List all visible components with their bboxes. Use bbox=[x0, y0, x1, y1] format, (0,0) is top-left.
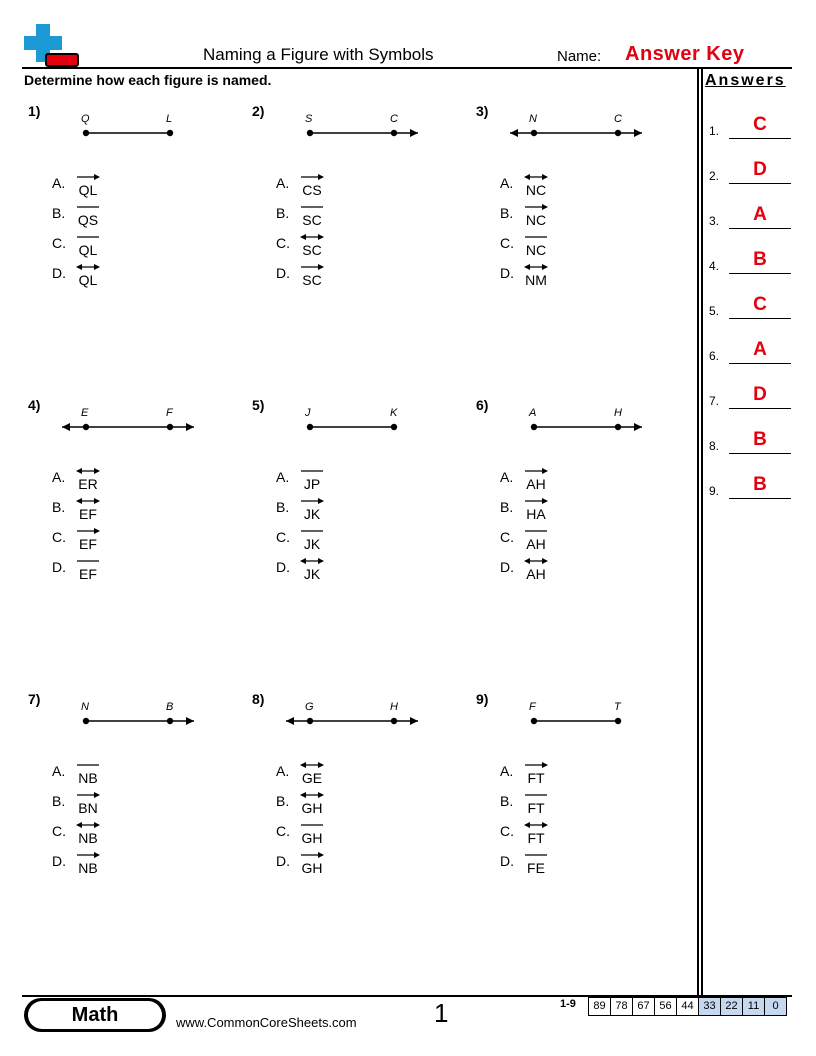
option-symbol[interactable]: BN bbox=[78, 800, 98, 816]
option-symbol[interactable]: NC bbox=[525, 212, 547, 228]
point-label: Q bbox=[81, 113, 90, 125]
figure-line bbox=[280, 706, 430, 736]
option-symbol[interactable]: JP bbox=[303, 476, 321, 492]
option-symbol[interactable]: QS bbox=[77, 212, 99, 228]
answer-value: B bbox=[753, 474, 767, 495]
answer-line bbox=[729, 408, 791, 409]
option-symbol[interactable]: CS bbox=[302, 182, 322, 198]
figure-ray bbox=[56, 706, 206, 736]
answer-line bbox=[729, 138, 791, 139]
score-cell: 44 bbox=[677, 998, 699, 1016]
answer-value: A bbox=[753, 339, 767, 360]
figure-segment bbox=[280, 412, 430, 442]
answer-number: 3. bbox=[709, 214, 720, 228]
answers-title: Answers bbox=[705, 72, 786, 89]
answer-number: 4. bbox=[709, 259, 720, 273]
option-symbol[interactable]: SC bbox=[302, 242, 322, 258]
instructions: Determine how each figure is named. bbox=[24, 72, 272, 88]
logo-plus-minus-icon bbox=[22, 24, 80, 68]
notation-line-icon bbox=[522, 820, 550, 830]
notation-segment-icon bbox=[522, 232, 550, 242]
option-symbol[interactable]: FT bbox=[527, 800, 545, 816]
page-title: Naming a Figure with Symbols bbox=[203, 45, 434, 64]
option-letter: D. bbox=[276, 853, 290, 869]
point-label: A bbox=[529, 407, 537, 419]
math-badge-label: Math bbox=[28, 1001, 162, 1029]
notation-ray-icon bbox=[522, 466, 550, 476]
option-letter: B. bbox=[500, 499, 514, 515]
option-symbol[interactable]: EF bbox=[79, 536, 97, 552]
option-letter: C. bbox=[276, 823, 290, 839]
point-label: T bbox=[614, 701, 621, 713]
notation-line-icon bbox=[298, 790, 326, 800]
option-symbol[interactable]: GH bbox=[301, 800, 323, 816]
answer-line bbox=[729, 273, 791, 274]
option-symbol[interactable]: EF bbox=[79, 506, 97, 522]
notation-line-icon bbox=[522, 556, 550, 566]
notation-ray-icon bbox=[522, 496, 550, 506]
option-symbol[interactable]: GE bbox=[301, 770, 323, 786]
option-symbol[interactable]: NC bbox=[525, 242, 547, 258]
figure-segment bbox=[56, 118, 206, 148]
option-symbol[interactable]: AH bbox=[526, 566, 546, 582]
notation-line-icon bbox=[522, 172, 550, 182]
answer-line bbox=[729, 183, 791, 184]
option-letter: C. bbox=[276, 235, 290, 251]
option-symbol[interactable]: NC bbox=[525, 182, 547, 198]
answer-number: 8. bbox=[709, 439, 720, 453]
notation-segment-icon bbox=[298, 202, 326, 212]
answer-column-divider bbox=[697, 67, 699, 995]
answer-line bbox=[729, 318, 791, 319]
answer-number: 7. bbox=[709, 394, 720, 408]
score-cell: 22 bbox=[721, 998, 743, 1016]
option-letter: D. bbox=[500, 853, 514, 869]
problem-number: 9) bbox=[476, 691, 489, 707]
notation-ray-icon bbox=[74, 790, 102, 800]
point-label: K bbox=[390, 407, 398, 419]
option-symbol[interactable]: JK bbox=[303, 536, 321, 552]
notation-ray-icon bbox=[298, 172, 326, 182]
option-letter: A. bbox=[500, 469, 514, 485]
answer-value: C bbox=[753, 114, 767, 135]
option-symbol[interactable]: QL bbox=[78, 272, 98, 288]
problem-number: 1) bbox=[28, 103, 41, 119]
figure-ray bbox=[280, 118, 430, 148]
problem-number: 2) bbox=[252, 103, 265, 119]
option-letter: C. bbox=[52, 235, 66, 251]
problem-number: 7) bbox=[28, 691, 41, 707]
notation-ray-icon bbox=[74, 172, 102, 182]
score-cell: 33 bbox=[699, 998, 721, 1016]
problem-number: 6) bbox=[476, 397, 489, 413]
score-range: 1-9 bbox=[560, 998, 576, 1010]
option-letter: A. bbox=[500, 175, 514, 191]
notation-line-icon bbox=[74, 820, 102, 830]
website-link[interactable]: www.CommonCoreSheets.com bbox=[176, 1015, 357, 1030]
point-label: H bbox=[614, 407, 622, 419]
option-letter: C. bbox=[500, 823, 514, 839]
point-label: L bbox=[166, 113, 173, 125]
option-symbol[interactable]: HA bbox=[526, 506, 546, 522]
answer-number: 1. bbox=[709, 124, 720, 138]
option-symbol[interactable]: FT bbox=[527, 770, 545, 786]
option-symbol[interactable]: AH bbox=[526, 536, 546, 552]
option-letter: A. bbox=[276, 175, 290, 191]
answer-value: A bbox=[753, 204, 767, 225]
option-letter: A. bbox=[52, 175, 66, 191]
score-cell: 67 bbox=[633, 998, 655, 1016]
score-cell: 56 bbox=[655, 998, 677, 1016]
point-label: E bbox=[81, 407, 89, 419]
answer-number: 9. bbox=[709, 484, 720, 498]
option-letter: B. bbox=[276, 793, 290, 809]
option-letter: B. bbox=[52, 499, 66, 515]
option-symbol[interactable]: NM bbox=[525, 272, 547, 288]
option-symbol[interactable]: FT bbox=[527, 830, 545, 846]
option-letter: D. bbox=[500, 559, 514, 575]
notation-segment-icon bbox=[74, 232, 102, 242]
notation-ray-icon bbox=[74, 850, 102, 860]
option-letter: A. bbox=[500, 763, 514, 779]
answer-value: D bbox=[753, 384, 767, 405]
score-cell: 89 bbox=[589, 998, 611, 1016]
point-label: H bbox=[390, 701, 398, 713]
point-label: F bbox=[166, 407, 173, 419]
option-symbol[interactable]: GH bbox=[301, 830, 323, 846]
score-table bbox=[588, 997, 787, 1016]
figure-line bbox=[56, 412, 206, 442]
notation-segment-icon bbox=[522, 790, 550, 800]
name-label: Name: bbox=[557, 48, 602, 65]
answer-number: 6. bbox=[709, 349, 720, 363]
notation-segment-icon bbox=[74, 760, 102, 770]
option-letter: C. bbox=[52, 823, 66, 839]
notation-ray-icon bbox=[522, 760, 550, 770]
answer-line bbox=[729, 453, 791, 454]
option-letter: D. bbox=[276, 265, 290, 281]
option-letter: D. bbox=[276, 559, 290, 575]
answer-line bbox=[729, 363, 791, 364]
notation-line-icon bbox=[74, 466, 102, 476]
option-letter: A. bbox=[276, 469, 290, 485]
option-symbol[interactable]: NB bbox=[78, 860, 98, 876]
figure-ray bbox=[504, 412, 654, 442]
problem-number: 5) bbox=[252, 397, 265, 413]
notation-segment-icon bbox=[522, 526, 550, 536]
point-label: B bbox=[166, 701, 174, 713]
answer-number: 2. bbox=[709, 169, 720, 183]
notation-segment-icon bbox=[522, 850, 550, 860]
option-symbol[interactable]: NB bbox=[78, 830, 98, 846]
option-letter: C. bbox=[276, 529, 290, 545]
option-symbol[interactable]: NB bbox=[78, 770, 98, 786]
notation-ray-icon bbox=[522, 202, 550, 212]
figure-line bbox=[504, 118, 654, 148]
answer-key-label: Answer Key bbox=[625, 43, 745, 65]
problem-number: 4) bbox=[28, 397, 41, 413]
notation-segment-icon bbox=[74, 202, 102, 212]
option-letter: B. bbox=[500, 793, 514, 809]
option-symbol[interactable]: JK bbox=[303, 506, 321, 522]
notation-segment-icon bbox=[74, 556, 102, 566]
option-letter: B. bbox=[500, 205, 514, 221]
option-symbol[interactable]: EF bbox=[79, 566, 97, 582]
option-letter: D. bbox=[52, 265, 66, 281]
option-symbol[interactable]: SC bbox=[302, 212, 322, 228]
score-cell: 78 bbox=[611, 998, 633, 1016]
notation-line-icon bbox=[298, 556, 326, 566]
notation-ray-icon bbox=[74, 526, 102, 536]
notation-segment-icon bbox=[298, 820, 326, 830]
answer-value: D bbox=[753, 159, 767, 180]
answer-number: 5. bbox=[709, 304, 720, 318]
notation-line-icon bbox=[74, 262, 102, 272]
notation-line-icon bbox=[298, 232, 326, 242]
option-letter: B. bbox=[52, 793, 66, 809]
notation-segment-icon bbox=[298, 466, 326, 476]
point-label: G bbox=[305, 701, 314, 713]
option-symbol[interactable]: ER bbox=[78, 476, 98, 492]
point-label: J bbox=[305, 407, 311, 419]
option-letter: A. bbox=[52, 469, 66, 485]
notation-line-icon bbox=[522, 262, 550, 272]
option-letter: B. bbox=[276, 205, 290, 221]
answer-value: C bbox=[753, 294, 767, 315]
answer-value: B bbox=[753, 249, 767, 270]
point-label: F bbox=[529, 701, 536, 713]
option-symbol[interactable]: QL bbox=[78, 242, 98, 258]
score-cell: 0 bbox=[765, 998, 787, 1016]
notation-line-icon bbox=[74, 496, 102, 506]
answer-column-divider bbox=[701, 67, 703, 995]
option-letter: A. bbox=[276, 763, 290, 779]
notation-ray-icon bbox=[298, 262, 326, 272]
answer-line bbox=[729, 498, 791, 499]
option-letter: B. bbox=[52, 205, 66, 221]
option-symbol[interactable]: FE bbox=[527, 860, 545, 876]
notation-line-icon bbox=[298, 760, 326, 770]
point-label: N bbox=[81, 701, 89, 713]
problem-number: 3) bbox=[476, 103, 489, 119]
top-rule bbox=[22, 67, 792, 69]
option-letter: C. bbox=[500, 529, 514, 545]
notation-ray-icon bbox=[298, 850, 326, 860]
option-letter: C. bbox=[500, 235, 514, 251]
option-symbol[interactable]: GH bbox=[301, 860, 323, 876]
option-letter: D. bbox=[500, 265, 514, 281]
option-letter: A. bbox=[52, 763, 66, 779]
point-label: C bbox=[614, 113, 622, 125]
option-symbol[interactable]: QL bbox=[78, 182, 98, 198]
notation-ray-icon bbox=[298, 496, 326, 506]
figure-segment bbox=[504, 706, 654, 736]
point-label: S bbox=[305, 113, 313, 125]
answer-value: B bbox=[753, 429, 767, 450]
option-symbol[interactable]: JK bbox=[303, 566, 321, 582]
point-label: C bbox=[390, 113, 398, 125]
option-letter: B. bbox=[276, 499, 290, 515]
option-symbol[interactable]: AH bbox=[526, 476, 546, 492]
score-cell: 11 bbox=[743, 998, 765, 1016]
option-letter: C. bbox=[52, 529, 66, 545]
problem-number: 8) bbox=[252, 691, 265, 707]
option-letter: D. bbox=[52, 559, 66, 575]
page-number: 1 bbox=[434, 998, 449, 1028]
answer-line bbox=[729, 228, 791, 229]
point-label: N bbox=[529, 113, 537, 125]
option-letter: D. bbox=[52, 853, 66, 869]
option-symbol[interactable]: SC bbox=[302, 272, 322, 288]
notation-segment-icon bbox=[298, 526, 326, 536]
